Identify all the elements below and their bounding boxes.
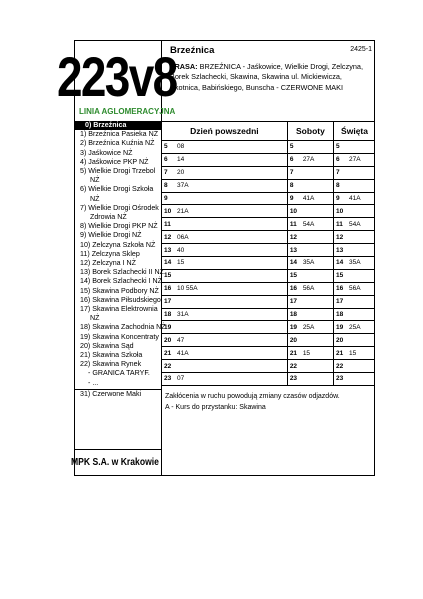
minutes-cell	[347, 373, 375, 386]
line-type-label: LINIA AGLOMERACYJNA	[79, 107, 176, 116]
minutes-cell: 41A	[175, 347, 287, 360]
stop-item: 10) Zelczyna Szkoła NŻ	[80, 240, 156, 249]
hour-cell: 14	[162, 257, 175, 270]
hour-cell: 7	[162, 166, 175, 179]
hour-cell: 10	[334, 205, 348, 218]
hour-cell: 9	[334, 192, 348, 205]
minutes-cell: 56A	[301, 282, 334, 295]
hour-cell: 12	[162, 231, 175, 244]
hour-cell: 6	[162, 153, 175, 166]
minutes-cell: 35A	[301, 257, 334, 270]
minutes-cell: 31A	[175, 308, 287, 321]
hour-cell: 22	[162, 360, 175, 373]
column-header: Dzień powszedni	[162, 122, 287, 141]
operator-name: MPK S.A. w Krakowie	[71, 457, 159, 468]
minutes-cell	[175, 192, 287, 205]
minutes-cell	[347, 244, 375, 257]
minutes-cell	[347, 141, 375, 154]
hour-row	[162, 269, 375, 282]
minutes-cell	[175, 321, 287, 334]
hour-cell: 9	[287, 192, 301, 205]
minutes-cell	[347, 269, 375, 282]
stop-item: 18) Skawina Zachodnia NŻ	[80, 323, 166, 332]
stop-item: 16) Skawina Piłsudskiego	[80, 295, 161, 304]
route-sidebar	[57, 41, 177, 475]
minutes-cell	[301, 244, 334, 257]
minutes-cell	[347, 360, 375, 373]
hour-cell: 16	[287, 282, 301, 295]
hour-cell: 17	[287, 295, 301, 308]
minutes-cell: 14	[175, 153, 287, 166]
stop-item: 20) Skawina Sąd	[80, 341, 134, 350]
stop-item: - ...	[88, 378, 99, 387]
departure-table	[162, 122, 375, 386]
line-number: 223v8	[57, 45, 177, 108]
minutes-cell	[301, 334, 334, 347]
minutes-cell	[175, 218, 287, 231]
stop-item: NŻ	[90, 314, 100, 323]
stop-item: 17) Skawina Elektrownia	[80, 305, 158, 314]
minutes-cell: 56A	[347, 282, 375, 295]
divider	[75, 449, 161, 450]
note-line: A - Kurs do przystanku: Skawina	[165, 403, 266, 411]
hour-cell: 14	[287, 257, 301, 270]
column-header: Święta	[334, 122, 375, 141]
hour-cell: 5	[287, 141, 301, 154]
hour-cell: 10	[162, 205, 175, 218]
hour-cell: 14	[334, 257, 348, 270]
hour-cell: 7	[334, 166, 348, 179]
stop-code: 2425-1	[350, 46, 372, 53]
minutes-cell	[301, 166, 334, 179]
minutes-cell	[347, 166, 375, 179]
minutes-cell	[347, 179, 375, 192]
stop-item: 7) Wielkie Drogi Ośrodek	[80, 203, 159, 212]
minutes-cell: 27A	[347, 153, 375, 166]
stop-item: NŻ	[90, 194, 100, 203]
note-line: Zakłócenia w ruchu powodują zmiany czasów odjazdów.	[165, 393, 340, 400]
minutes-cell: 15	[301, 347, 334, 360]
hour-cell: 18	[287, 308, 301, 321]
minutes-cell: 27A	[301, 153, 334, 166]
hour-cell: 21	[334, 347, 348, 360]
minutes-cell	[347, 334, 375, 347]
column-header: Soboty	[287, 122, 333, 141]
stop-item: NŻ	[90, 176, 100, 185]
hour-cell: 5	[334, 141, 348, 154]
hour-cell: 20	[334, 334, 348, 347]
hour-row	[162, 321, 375, 334]
minutes-cell: 37A	[175, 179, 287, 192]
stop-item: 15) Skawina Podbory NŻ	[80, 286, 159, 295]
hour-cell: 6	[334, 153, 348, 166]
stop-item: - GRANICA TARYF.	[88, 369, 150, 378]
stop-item: 1) Brzeźnica Pasieka NŻ	[80, 130, 159, 139]
minutes-cell	[301, 360, 334, 373]
stop-list	[75, 121, 166, 399]
stop-item: 6) Wielkie Drogi Szkoła	[80, 185, 154, 194]
hour-cell: 9	[162, 192, 175, 205]
hour-cell: 19	[334, 321, 348, 334]
stop-item: 3) Jaśkowice NŻ	[80, 148, 133, 157]
minutes-cell	[301, 295, 334, 308]
stop-item: 22) Skawina Rynek	[80, 360, 142, 369]
hour-row	[162, 244, 375, 257]
hour-row	[162, 360, 375, 373]
minutes-cell: 40	[175, 244, 287, 257]
hour-cell: 23	[162, 373, 175, 386]
hour-cell: 8	[162, 179, 175, 192]
hour-row	[162, 192, 375, 205]
stop-item: 4) Jaśkowice PKP NŻ	[80, 157, 149, 166]
hour-row	[162, 179, 375, 192]
minutes-cell: 35A	[347, 257, 375, 270]
current-stop: 0) Brzeźnica	[75, 121, 161, 130]
hour-cell: 11	[334, 218, 348, 231]
route-line: Skotnica, Babińskiego, Bunscha - CZERWONE MAKI	[170, 82, 344, 92]
hour-cell: 15	[334, 269, 348, 282]
stop-item: 2) Brzeźnica Kuźnia NŻ	[80, 139, 155, 148]
stop-item: Zdrowia NŻ	[90, 213, 127, 222]
stop-item: 21) Skawina Szkoła	[80, 351, 143, 360]
timetable-sheet	[57, 40, 375, 476]
hour-cell: 20	[287, 334, 301, 347]
minutes-cell	[301, 373, 334, 386]
minutes-cell	[301, 308, 334, 321]
minutes-cell	[301, 141, 334, 154]
hour-cell: 23	[334, 373, 348, 386]
hour-cell: 21	[287, 347, 301, 360]
stop-name: Brzeźnica	[170, 45, 215, 56]
hour-row	[162, 205, 375, 218]
hour-cell: 16	[334, 282, 348, 295]
minutes-cell	[175, 360, 287, 373]
minutes-cell: 21A	[175, 205, 287, 218]
hour-cell: 17	[162, 295, 175, 308]
hour-cell: 15	[287, 269, 301, 282]
minutes-cell: 41A	[301, 192, 334, 205]
stop-item: 8) Wielkie Drogi PKP NŻ	[80, 222, 158, 231]
hour-row	[162, 308, 375, 321]
hour-cell: 19	[287, 321, 301, 334]
hour-cell: 11	[162, 218, 175, 231]
stop-item: 19) Skawina Koncentraty	[80, 332, 159, 341]
minutes-cell: 20	[175, 166, 287, 179]
hour-cell: 16	[162, 282, 175, 295]
route-description	[170, 62, 370, 93]
notes	[162, 392, 375, 413]
minutes-cell	[347, 231, 375, 244]
hour-row	[162, 347, 375, 360]
minutes-cell: 08	[175, 141, 287, 154]
minutes-cell	[301, 231, 334, 244]
hour-cell: 20	[162, 334, 175, 347]
hour-cell: 21	[162, 347, 175, 360]
hour-cell: 15	[162, 269, 175, 282]
minutes-cell: 47	[175, 334, 287, 347]
minutes-cell	[347, 295, 375, 308]
hour-row	[162, 295, 375, 308]
minutes-cell: 25A	[347, 321, 375, 334]
hour-cell: 5	[162, 141, 175, 154]
route-label: TRASA:	[170, 62, 198, 71]
minutes-cell: 54A	[301, 218, 334, 231]
hour-row	[162, 282, 375, 295]
hour-cell: 7	[287, 166, 301, 179]
hour-cell: 11	[287, 218, 301, 231]
hour-row	[162, 166, 375, 179]
minutes-cell	[347, 308, 375, 321]
stop-item: 12) Zelczyna I NŻ	[80, 259, 136, 268]
minutes-cell: 07	[175, 373, 287, 386]
stop-item: 14) Borek Szlachecki I NŻ	[80, 277, 163, 286]
minutes-cell: 15	[347, 347, 375, 360]
minutes-cell	[301, 205, 334, 218]
hour-cell: 22	[334, 360, 348, 373]
stop-item: 5) Wielkie Drogi Trzebol	[80, 167, 156, 176]
minutes-cell	[347, 205, 375, 218]
hour-cell: 8	[334, 179, 348, 192]
stop-item: 13) Borek Szlachecki II NŻ	[80, 268, 164, 277]
hour-cell: 12	[287, 231, 301, 244]
hour-cell: 19	[162, 321, 175, 334]
stop-item: 9) Wielkie Drogi NŻ	[80, 231, 142, 240]
hour-cell: 13	[287, 244, 301, 257]
minutes-cell: 41A	[347, 192, 375, 205]
timetable-header	[162, 41, 375, 122]
minutes-cell	[175, 295, 287, 308]
minutes-cell: 10 55A	[175, 282, 287, 295]
minutes-cell	[301, 179, 334, 192]
route-line: BRZEŹNICA - Jaśkowice, Wielkie Drogi, Zelczyna,	[199, 62, 364, 71]
minutes-cell: 54A	[347, 218, 375, 231]
hour-row	[162, 218, 375, 231]
final-stop: 31) Czerwone Maki	[80, 389, 142, 398]
minutes-cell	[175, 269, 287, 282]
hour-row	[162, 373, 375, 386]
hour-cell: 18	[162, 308, 175, 321]
hour-cell: 6	[287, 153, 301, 166]
minutes-cell	[301, 269, 334, 282]
minutes-cell: 25A	[301, 321, 334, 334]
route-line: Borek Szlachecki, Skawina, Skawina ul. Mickiewicza,	[170, 72, 342, 82]
minutes-cell: 06A	[175, 231, 287, 244]
stop-item: 11) Zelczyna Sklep	[80, 249, 140, 258]
minutes-cell: 15	[175, 257, 287, 270]
hour-cell: 18	[334, 308, 348, 321]
hour-row	[162, 334, 375, 347]
hour-cell: 23	[287, 373, 301, 386]
hour-cell: 22	[287, 360, 301, 373]
hour-cell: 13	[162, 244, 175, 257]
hour-cell: 12	[334, 231, 348, 244]
hour-row	[162, 153, 375, 166]
hour-cell: 13	[334, 244, 348, 257]
hour-cell: 8	[287, 179, 301, 192]
hour-row	[162, 257, 375, 270]
hour-row	[162, 231, 375, 244]
hour-cell: 10	[287, 205, 301, 218]
hour-cell: 17	[334, 295, 348, 308]
hour-row	[162, 141, 375, 154]
